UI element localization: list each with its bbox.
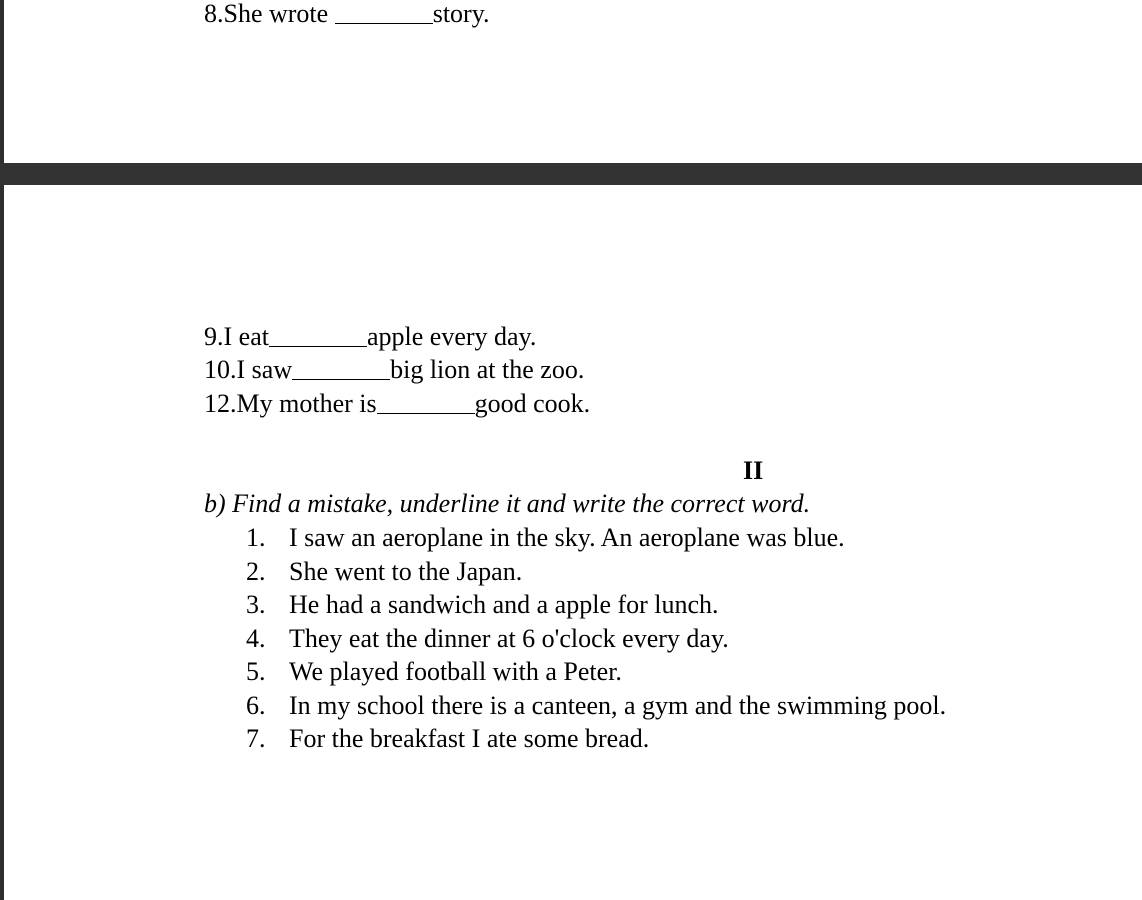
list-text: For the breakfast I ate some bread. [289,724,650,753]
list-text: He had a sandwich and a apple for lunch. [289,590,719,619]
list-text: She went to the Japan. [289,556,523,586]
section-heading: II [743,456,764,485]
list-text: We played football with a Peter. [289,657,622,686]
list-number: 3. [246,590,266,619]
list-text: I saw an aeroplane in the sky. An aeroplane was blue. [289,523,845,552]
task-instruction: b) Find a mistake, underline it and write the correct word. [204,489,811,518]
item-text-after: apple every day. [366,322,537,351]
page-separator [0,163,1142,185]
answer-blank [377,391,475,414]
item-text-after: story. [432,0,490,28]
exercise-item-8 [204,0,490,30]
answer-blank [269,324,367,347]
list-number: 6. [246,690,266,720]
item-text-after: big lion at the zoo. [390,355,585,384]
item-text-after: good cook. [474,389,591,418]
list-text: In my school there is a canteen, a gym and the swimming pool. [289,690,947,720]
document-page-top [4,0,1142,163]
exercise-item-10 [204,354,584,386]
list-number: 1. [246,523,266,552]
list-number: 4. [246,623,266,653]
item-text-before: 8.She wrote [204,0,335,28]
list-number: 2. [246,556,266,586]
item-text-before: 12.My mother is [204,389,377,418]
list-number: 5. [246,657,266,686]
exercise-item-9 [204,321,536,353]
item-text-before: 9.I eat [204,322,269,351]
answer-blank [292,357,390,380]
answer-blank [335,1,433,24]
item-text-before: 10.I saw [204,355,293,384]
exercise-item-12 [204,388,590,420]
list-text: They eat the dinner at 6 o'clock every day. [289,623,729,653]
list-number: 7. [246,724,266,753]
